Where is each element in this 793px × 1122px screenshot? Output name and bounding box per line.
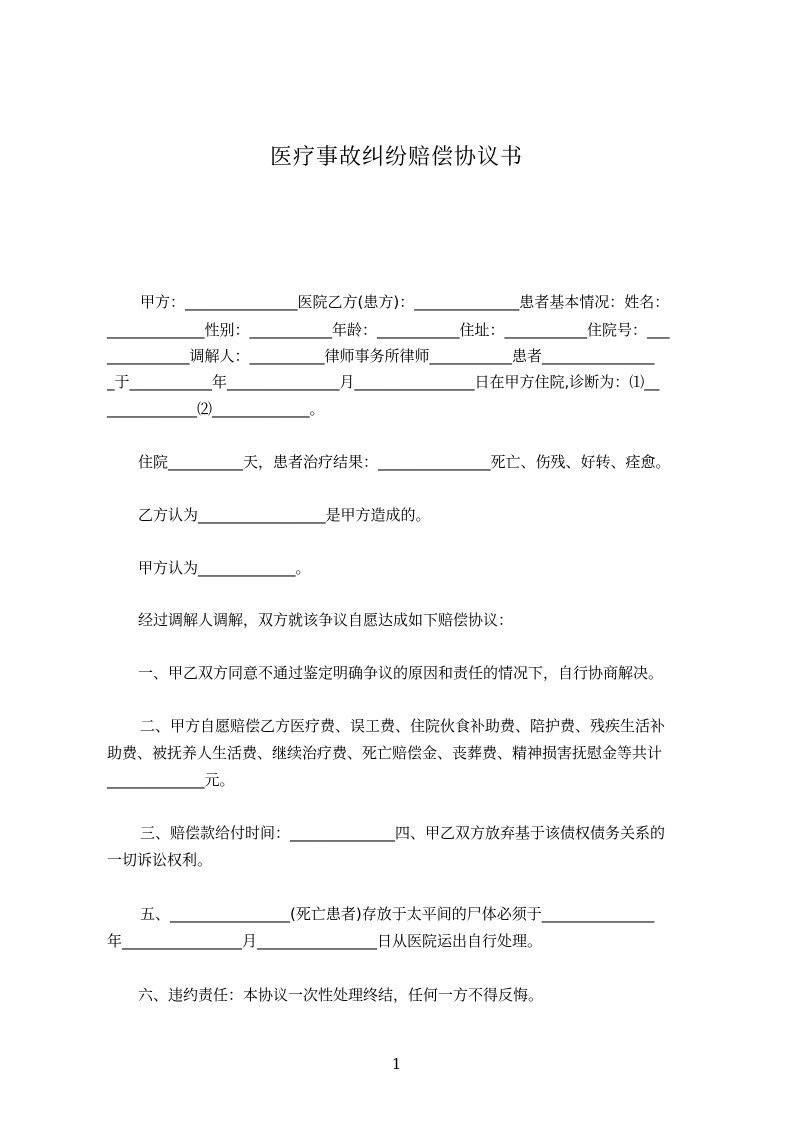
paragraph-line: 住院__________天，患者治疗结果：_______________死亡、伤残、好转、痊愈。	[138, 453, 671, 471]
paragraph-line: ____________⑵_____________。	[107, 400, 325, 418]
paragraph-line: 经过调解人调解，双方就该争议自愿达成如下赔偿协议：	[138, 611, 514, 629]
document-title: 医疗事故纠纷赔偿协议书	[269, 145, 523, 170]
paragraph-line: 甲方认为_____________。	[138, 559, 311, 577]
paragraph-line: 年________________月________________日从医院运出自行处理。	[107, 932, 543, 950]
paragraph-line: 乙方认为_________________是甲方造成的。	[138, 506, 431, 524]
paragraph-line: 二、甲方自愿赔偿乙方医疗费、误工费、住院伙食补助费、陪护费、残疾生活补	[140, 717, 666, 735]
paragraph-line: 五、________________(死亡患者)存放于太平间的尸体必须于_______________	[140, 905, 655, 923]
paragraph-line: 一、甲乙双方同意不通过鉴定明确争议的原因和责任的情况下，自行协商解决。	[138, 664, 664, 682]
page-number: 1	[391, 1055, 402, 1073]
paragraph-line: 一切诉讼权利。	[107, 851, 213, 869]
paragraph-line: 三、赔偿款给付时间：______________四、甲乙双方放弃基于该债权债务关系的	[140, 824, 666, 842]
paragraph-line: ___________调解人：__________律师事务所律师___________患者_______________	[107, 347, 655, 365]
paragraph-line: 甲方：_______________医院乙方(患方)：______________患者基本情况：姓名：	[140, 293, 670, 311]
paragraph-line: 助费、被抚养人生活费、继续治疗费、死亡赔偿金、丧葬费、精神损害抚慰金等共计	[107, 744, 663, 762]
paragraph-line: 六、违约责任：本协议一次性处理终结，任何一方不得反悔。	[138, 986, 544, 1004]
paragraph-line: _____________元。	[107, 771, 235, 789]
paragraph-line: _于___________年_______________月________________日在甲方住院,诊断为：⑴__	[107, 373, 660, 391]
paragraph-line: _____________性别：___________年龄：___________住址：___________住院号：___	[107, 321, 670, 339]
